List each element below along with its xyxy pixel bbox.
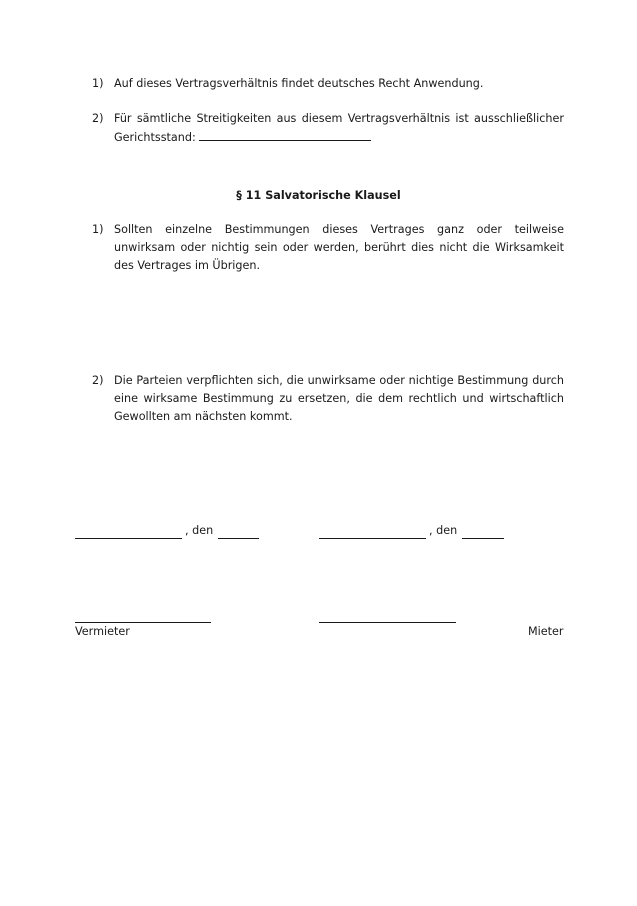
left-place-blank[interactable] xyxy=(75,538,182,539)
clause-text: Auf dieses Vertragsverhältnis findet deutsches Recht Anwendung. xyxy=(114,77,484,90)
clause-number: 1) xyxy=(92,77,104,90)
left-den-label: , den xyxy=(185,524,214,537)
right-date-blank[interactable] xyxy=(462,538,504,539)
section-heading: § 11 Salvatorische Klausel xyxy=(236,189,401,202)
landlord-label: Vermieter xyxy=(75,625,130,638)
clause-text: Sollten einzelne Bestimmungen dieses Vertrages ganz oder teilweise unwirksam oder nichtig sein oder werden, berührt dies nicht die Wirksamkeit des Vertrages im Übrigen. xyxy=(114,223,564,272)
clause-text: Die Parteien verpflichten sich, die unwirksame oder nichtige Bestimmung durch eine wirksame Bestimmung zu ersetzen, die dem rechtlich und wirtschaftlich Gewollten am nächsten kommt. xyxy=(114,374,564,423)
left-date-blank[interactable] xyxy=(218,538,259,539)
right-den-label: , den xyxy=(429,524,458,537)
clause-number: 1) xyxy=(92,223,104,236)
landlord-signature-line[interactable] xyxy=(75,622,211,623)
gerichtsstand-blank[interactable] xyxy=(199,128,371,141)
clause-text xyxy=(114,110,564,147)
right-place-blank[interactable] xyxy=(319,538,426,539)
clause-number: 2) xyxy=(92,374,104,387)
clause-number: 2) xyxy=(92,112,104,125)
tenant-label: Mieter xyxy=(528,625,564,638)
clause-text-content: Für sämtliche Streitigkeiten aus diesem Vertragsverhältnis ist ausschließlicher Gerichtsstand: xyxy=(114,112,564,144)
tenant-signature-line[interactable] xyxy=(319,622,456,623)
